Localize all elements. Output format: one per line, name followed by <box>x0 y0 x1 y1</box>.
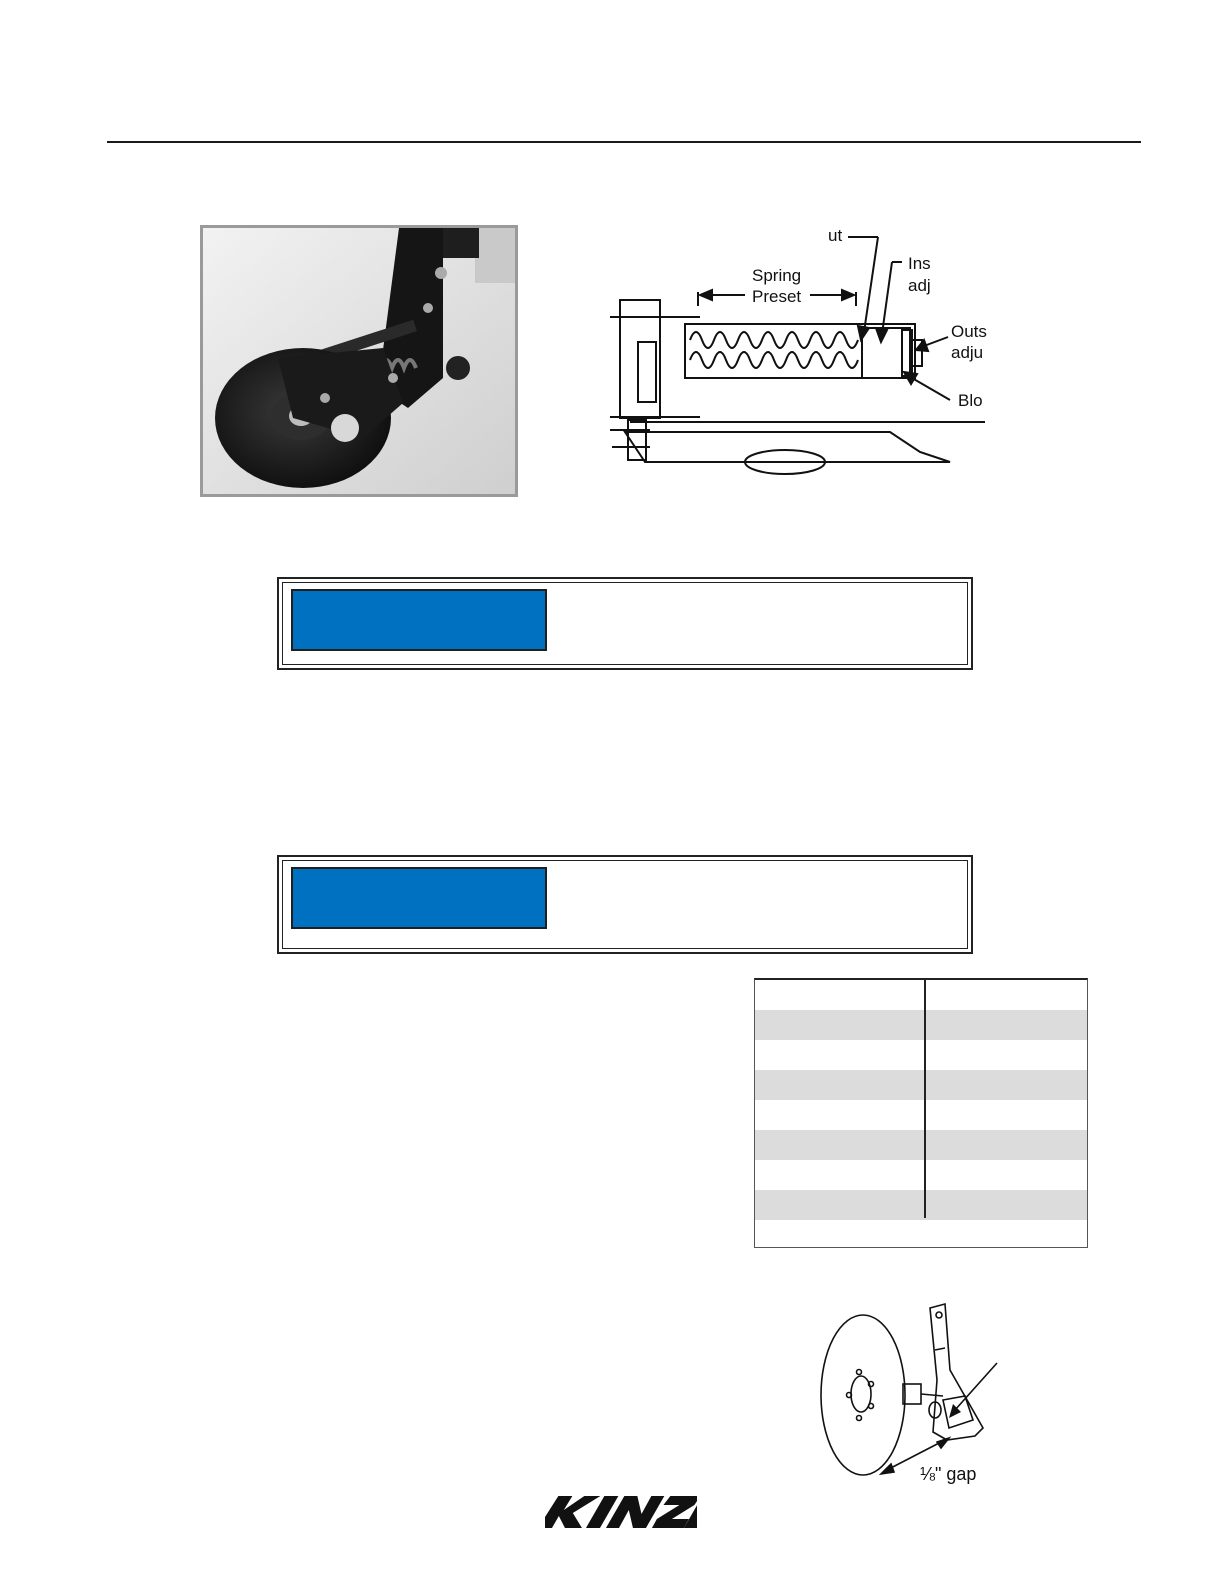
table-column-divider <box>924 980 926 1218</box>
notice-box-1 <box>277 577 973 670</box>
inside-adjust-label-1: Ins <box>908 254 931 273</box>
spring-preset-label-1: Spring <box>752 266 802 285</box>
scraper-gap-diagram <box>815 1300 1000 1490</box>
outside-adjust-label-2: adju <box>951 343 984 362</box>
table-row <box>755 1100 1087 1130</box>
outside-adjust-label-1: Outs <box>951 322 987 341</box>
nut-label: ut <box>828 226 843 245</box>
spring-preset-diagram <box>590 222 990 482</box>
table-row <box>755 1160 1087 1190</box>
table-row <box>755 1010 1087 1040</box>
table-row <box>755 980 1087 1010</box>
header-rule <box>107 141 1141 143</box>
spring-preset-label-2: Preset <box>752 287 802 306</box>
notice-badge-2 <box>291 867 547 929</box>
table-row <box>755 1190 1087 1220</box>
table-row <box>755 1130 1087 1160</box>
notice-badge-1 <box>291 589 547 651</box>
disc-opener-photo-icon <box>203 228 515 494</box>
notice-box-2 <box>277 855 973 954</box>
table-row <box>755 1070 1087 1100</box>
inside-adjust-label-2: adj <box>908 276 931 295</box>
spec-table <box>754 978 1088 1248</box>
disc-scraper-gap-icon <box>815 1300 1000 1490</box>
block-label: Blo <box>958 391 983 410</box>
row-unit-photo <box>200 225 518 497</box>
table-row <box>755 1040 1087 1070</box>
kinze-logo-icon <box>545 1494 697 1530</box>
gap-label: ⅛" gap <box>920 1464 977 1484</box>
kinze-logo <box>545 1494 697 1530</box>
